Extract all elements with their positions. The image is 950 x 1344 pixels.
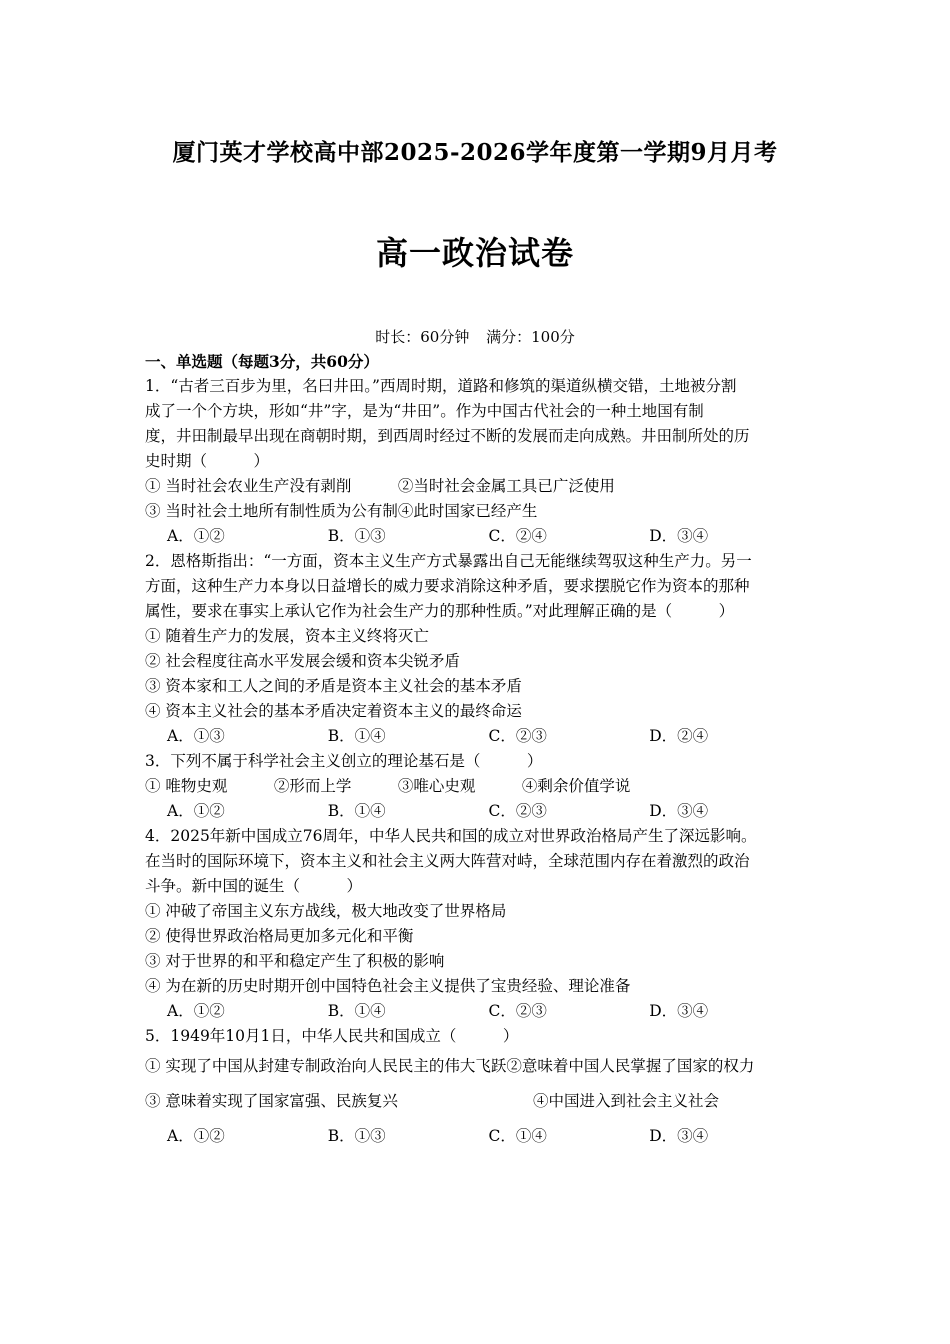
choice-b: B．①③ xyxy=(327,1127,386,1145)
answer-choices xyxy=(145,1119,810,1154)
school-title: 厦门英才学校高中部2025-2026学年度第一学期9月月考 xyxy=(172,139,778,166)
statement-option-row xyxy=(145,1084,810,1119)
statement-option: ① 冲破了帝国主义东方战线，极大地改变了世界格局 xyxy=(145,902,507,920)
question-stem-line: 方面，这种生产力本身以日益增长的威力要求消除这种矛盾，要求摆脱它作为资本的那种 xyxy=(145,577,750,595)
choice-a: A．①② xyxy=(167,527,225,545)
statement-option: ② 使得世界政治格局更加多元化和平衡 xyxy=(145,927,414,945)
exam-title: 高一政治试卷 xyxy=(375,234,574,272)
statement-option: ③ 资本家和工人之间的矛盾是资本主义社会的基本矛盾 xyxy=(145,677,522,695)
choice-a: A．①③ xyxy=(167,727,225,745)
statement-option: ① 唯物史观 ②形而上学 ③唯心史观 ④剩余价值学说 xyxy=(145,777,631,795)
statement-option: ③ 对于世界的和平和稳定产生了积极的影响 xyxy=(145,952,445,970)
exam-content xyxy=(145,349,810,1154)
choice-a: A．①② xyxy=(167,1127,225,1145)
choice-b: B．①③ xyxy=(327,527,386,545)
statement-option: ① 当时社会农业生产没有剥削 ②当时社会金属工具已广泛使用 xyxy=(145,477,615,495)
question-4 xyxy=(145,824,810,1024)
question-stem-line: 3．下列不属于科学社会主义创立的理论基石是（ ） xyxy=(145,752,543,770)
exam-meta xyxy=(0,326,950,347)
question-2 xyxy=(145,549,810,749)
choice-b: B．①④ xyxy=(327,802,386,820)
statement-option: ① 实现了中国从封建专制政治向人民民主的伟大飞跃②意味着中国人民掌握了国家的权力 xyxy=(145,1057,755,1075)
statement-option: ④中国进入到社会主义社会 xyxy=(533,1092,720,1110)
question-1 xyxy=(145,374,810,549)
answer-choices xyxy=(145,524,810,549)
choice-a: A．①② xyxy=(167,802,225,820)
question-stem-line: 史时期（ ） xyxy=(145,452,270,470)
answer-choices xyxy=(145,724,810,749)
question-stem-line: 4．2025年新中国成立76周年，中华人民共和国的成立对世界政治格局产生了深远影响。 xyxy=(145,827,757,845)
statement-option: ② 社会程度往高水平发展会缓和资本尖锐矛盾 xyxy=(145,652,460,670)
section-heading: 一、单选题（每题3分，共60分） xyxy=(145,352,379,371)
choice-c: C．②③ xyxy=(488,802,547,820)
full-score-text: 满分：100分 xyxy=(486,328,575,346)
question-stem-line: 2．恩格斯指出：“一方面，资本主义生产方式暴露出自己无能继续驾驭这种生产力。另一 xyxy=(145,552,752,570)
duration-text: 时长：60分钟 xyxy=(375,328,470,346)
answer-choices xyxy=(145,999,810,1024)
question-stem-line: 斗争。新中国的诞生（ ） xyxy=(145,877,363,895)
statement-option: ① 随着生产力的发展，资本主义终将灭亡 xyxy=(145,627,429,645)
question-5 xyxy=(145,1024,810,1154)
question-stem-line: 5．1949年10月1日，中华人民共和国成立（ ） xyxy=(145,1027,519,1045)
choice-c: C．①④ xyxy=(488,1127,547,1145)
choice-c: C．②③ xyxy=(488,1002,547,1020)
choice-b: B．①④ xyxy=(327,1002,386,1020)
statement-option: ④ 资本主义社会的基本矛盾决定着资本主义的最终命运 xyxy=(145,702,522,720)
statement-option: ③ 意味着实现了国家富强、民族复兴 xyxy=(145,1092,398,1110)
choice-c: C．②④ xyxy=(488,527,547,545)
choice-c: C．②③ xyxy=(488,727,547,745)
question-stem-line: 1．“古者三百步为里，名曰井田。”西周时期，道路和修筑的渠道纵横交错，土地被分割 xyxy=(145,377,737,395)
choice-d: D．③④ xyxy=(649,1127,709,1145)
answer-choices xyxy=(145,799,810,824)
choice-d: D．③④ xyxy=(649,527,709,545)
question-stem-line: 成了一个个方块，形如“井”字，是为“井田”。作为中国古代社会的一种土地国有制 xyxy=(145,402,704,420)
statement-option: ④ 为在新的历史时期开创中国特色社会主义提供了宝贵经验、理论准备 xyxy=(145,977,631,995)
question-stem-line: 属性，要求在事实上承认它作为社会生产力的那种性质。”对此理解正确的是（ ） xyxy=(145,602,735,620)
question-3 xyxy=(145,749,810,824)
choice-d: D．③④ xyxy=(649,802,709,820)
statement-option: ③ 当时社会土地所有制性质为公有制④此时国家已经产生 xyxy=(145,502,538,520)
choice-a: A．①② xyxy=(167,1002,225,1020)
question-stem-line: 在当时的国际环境下，资本主义和社会主义两大阵营对峙，全球范围内存在着激烈的政治 xyxy=(145,852,750,870)
question-stem-line: 度，井田制最早出现在商朝时期，到西周时经过不断的发展而走向成熟。井田制所处的历 xyxy=(145,427,750,445)
choice-b: B．①④ xyxy=(327,727,386,745)
choice-d: D．③④ xyxy=(649,1002,709,1020)
choice-d: D．②④ xyxy=(649,727,709,745)
